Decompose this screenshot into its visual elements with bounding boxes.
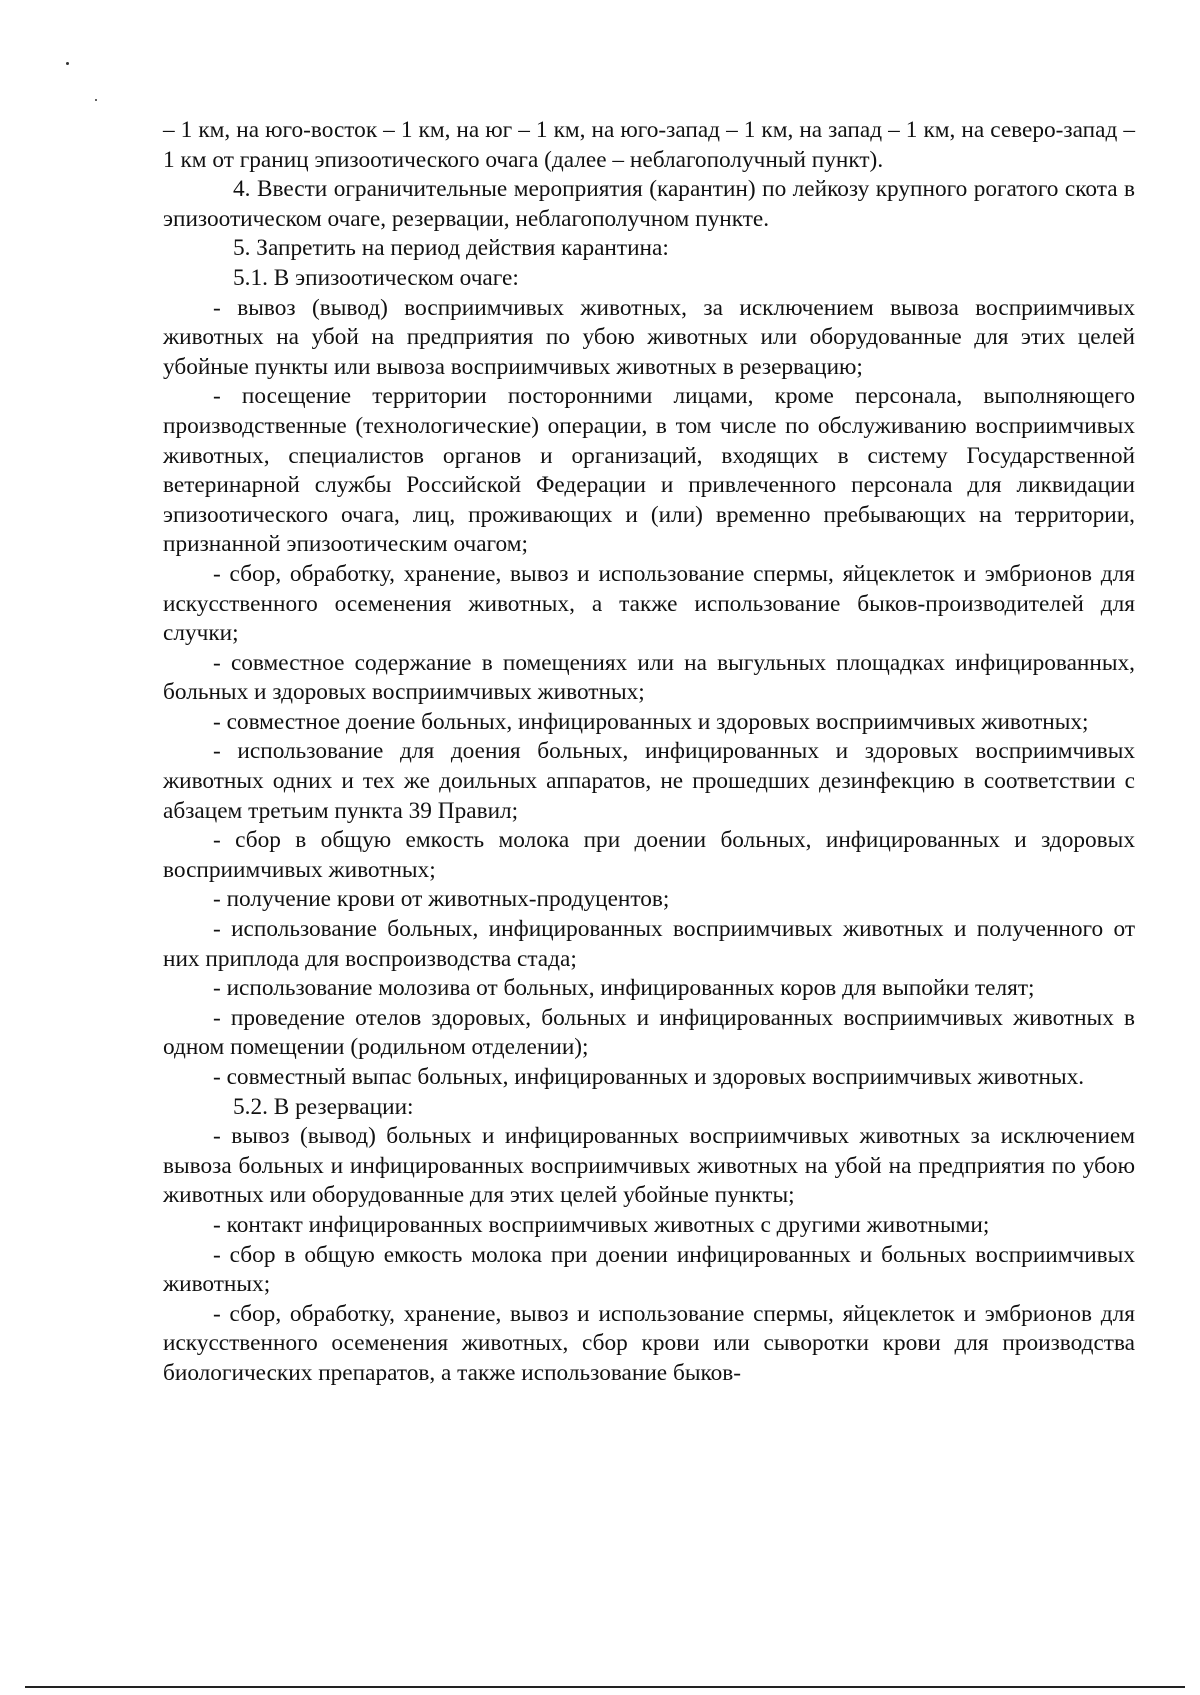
list-item: - контакт инфицированных восприимчивых животных с другими животными; — [213, 1211, 990, 1238]
scan-artifact-dot — [95, 99, 97, 101]
document-body — [163, 116, 1135, 1389]
list-item: - совместное доение больных, инфицированных и здоровых восприимчивых животных; — [213, 708, 1089, 735]
list-item: - сбор, обработку, хранение, вывоз и использование спермы, яйцеклеток и эмбрионов для искусственного осеменения животных, сбор крови или сыворотки крови для производства биологических препаратов, а также использование быков- — [163, 1300, 1135, 1386]
paragraph: 5. Запретить на период действия карантина: — [233, 235, 669, 262]
paragraph: 5.2. В резервации: — [233, 1093, 414, 1120]
list-item: - получение крови от животных-продуцентов; — [213, 886, 670, 913]
list-item: - вывоз (вывод) больных и инфицированных восприимчивых животных за исключением вывоза больных и инфицированных восприимчивых животных на убой на предприятия по убою животных или оборудованные для этих целей убойные пункты; — [163, 1123, 1135, 1209]
list-item: - использование молозива от больных, инфицированных коров для выпойки телят; — [213, 975, 1035, 1002]
list-item: - совместное содержание в помещениях или на выгульных площадках инфицированных, больных и здоровых восприимчивых животных; — [163, 649, 1135, 706]
paragraph: 4. Ввести ограничительные мероприятия (карантин) по лейкозу крупного рогатого скота в эпизоотическом очаге, резервации, неблагополучном пункте. — [163, 176, 1135, 232]
page-bottom-rule — [25, 1686, 1185, 1688]
list-item: - использование больных, инфицированных восприимчивых животных и полученного от них приплода для воспроизводства стада; — [163, 916, 1135, 972]
paragraph: 5.1. В эпизоотическом очаге: — [233, 264, 519, 291]
list-item: - сбор в общую емкость молока при доении больных, инфицированных и здоровых восприимчивых животных; — [163, 827, 1135, 883]
list-item: - сбор в общую емкость молока при доении инфицированных и больных восприимчивых животных; — [163, 1241, 1135, 1298]
list-item: - совместный выпас больных, инфицированных и здоровых восприимчивых животных. — [213, 1064, 1085, 1090]
list-item: - посещение территории посторонними лицами, кроме персонала, выполняющего производственные (технологические) операции, в том числе по обслуживанию восприимчивых животных, специалистов органов и организаций, входящих в систему Государственной ветеринарной службы Российской Федерации и привлеченного персонала для ликвидации эпизоотического очага, лиц, проживающих и (или) временно пребывающих на территории, признанной эпизоотическим очагом; — [163, 383, 1135, 558]
list-item: - использование для доения больных, инфицированных и здоровых восприимчивых животных одних и тех же доильных аппаратов, не прошедших дезинфекцию в соответствии с абзацем третьим пункта 39 Правил; — [163, 738, 1135, 824]
list-item: - сбор, обработку, хранение, вывоз и использование спермы, яйцеклеток и эмбрионов для искусственного осеменения животных, а также использование быков-производителей для случки; — [163, 560, 1135, 647]
list-item: - вывоз (вывод) восприимчивых животных, за исключением вывоза восприимчивых животных на убой на предприятия по убою животных или оборудованные для этих целей убойные пункты или вывоза восприимчивых животных в резервацию; — [163, 294, 1135, 380]
list-item: - проведение отелов здоровых, больных и инфицированных восприимчивых животных в одном помещении (родильном отделении); — [163, 1004, 1135, 1061]
scan-artifact-dot — [66, 62, 69, 65]
paragraph: – 1 км, на юго-восток – 1 км, на юг – 1 км, на юго-запад – 1 км, на запад – 1 км, на северо-запад – 1 км от границ эпизоотического очага (далее – неблагополучный пункт). — [163, 117, 1135, 173]
